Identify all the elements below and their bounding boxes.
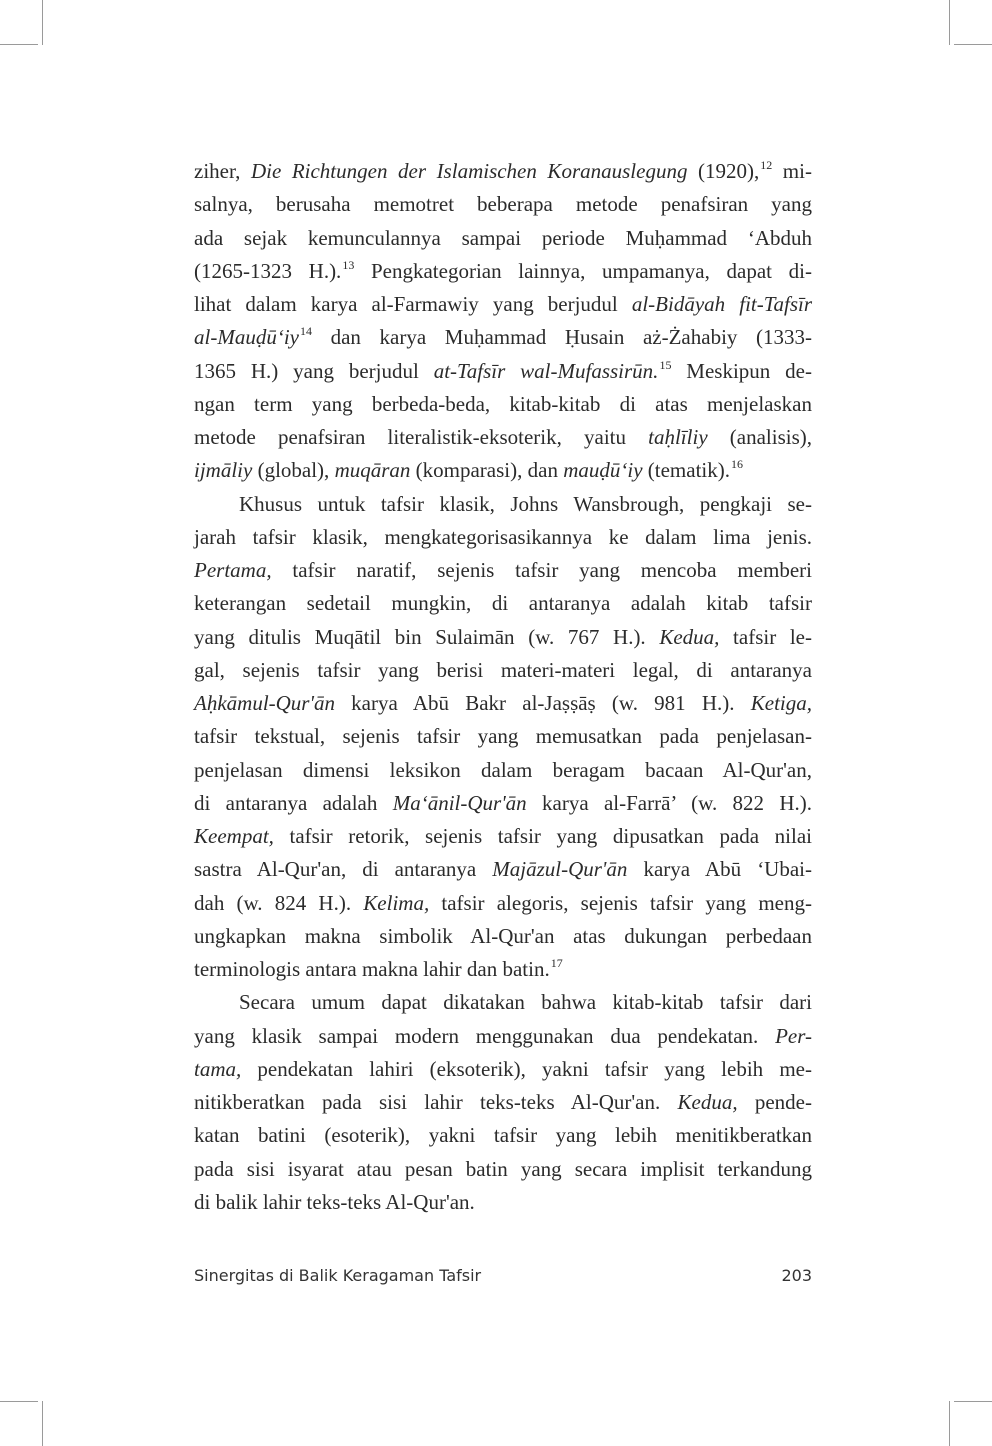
text-run: karya Abū ‘Ubai- — [627, 857, 813, 882]
italic-text: muqāran — [334, 458, 411, 483]
text-run: metode penafsiran literalistik-eksoterik, yaitu — [194, 425, 649, 449]
text-line — [194, 986, 812, 1019]
text-line — [194, 321, 812, 354]
text-line — [194, 488, 812, 521]
text-run: Secara umum dapat dikatakan bahwa kitab-kitab tafsir dari — [239, 990, 812, 1015]
text-run: Meskipun de- — [671, 358, 812, 383]
text-run: (analisis), — [707, 425, 812, 449]
italic-text: Kedua, — [677, 1090, 738, 1114]
crop-mark — [949, 1401, 950, 1446]
text-run: di balik lahir teks-teks Al-Qur'an. — [194, 1189, 475, 1214]
text-line — [194, 654, 812, 687]
text-run: katan batini (esoterik), yakni tafsir yang lebih menitikberatkan — [194, 1123, 812, 1148]
italic-text: Aḥkāmul-Qur'ān — [194, 691, 335, 715]
footnote-ref[interactable]: 14 — [299, 324, 312, 339]
italic-text: ijmāliy — [194, 458, 253, 483]
paragraph — [194, 986, 812, 1219]
italic-text: Die Richtungen der Islamischen Koranauslegung — [250, 159, 688, 183]
italic-text: mauḍū‘iy — [563, 458, 643, 483]
footnote-ref[interactable]: 15 — [659, 357, 672, 372]
text-run: dan karya Muḥammad Ḥusain aż-Żahabiy (1333- — [311, 325, 812, 350]
text-line — [194, 454, 812, 487]
crop-mark — [0, 44, 38, 45]
running-footer-title: Sinergitas di Balik Keragaman Tafsir — [194, 1266, 482, 1285]
body-text — [194, 155, 812, 1219]
text-line — [194, 1020, 812, 1053]
text-run: tafsir alegoris, sejenis tafsir yang meng- — [429, 890, 812, 915]
crop-mark — [0, 1401, 38, 1402]
text-run: ziher, — [194, 159, 251, 183]
text-line — [194, 587, 812, 620]
italic-text: Kedua, — [659, 624, 720, 649]
italic-text: tama, — [194, 1056, 242, 1081]
page-number: 203 — [781, 1266, 812, 1285]
footnote-ref[interactable]: 13 — [342, 257, 355, 272]
text-line — [194, 621, 812, 654]
text-run: tafsir tekstual, sejenis tafsir yang memusatkan pada penjelasan- — [194, 724, 812, 749]
text-line — [194, 288, 812, 321]
text-run: pende- — [737, 1090, 812, 1114]
text-line — [194, 421, 812, 454]
text-line — [194, 820, 812, 853]
text-run: ada sejak kemunculannya sampai periode Muḥammad ‘Abduh — [194, 225, 812, 250]
text-line — [194, 388, 812, 421]
text-line — [194, 521, 812, 554]
text-run: gal, sejenis tafsir yang berisi materi-materi legal, di antaranya — [194, 657, 812, 682]
text-run: tafsir retorik, sejenis tafsir yang dipusatkan pada nilai — [273, 824, 812, 848]
text-run: (1265-1323 H.). — [194, 258, 342, 283]
text-run: tafsir le- — [719, 624, 812, 649]
text-run: yang klasik sampai modern menggunakan dua pendekatan. — [194, 1023, 776, 1048]
text-run: Khusus untuk tafsir klasik, Johns Wansbrough, pengkaji se- — [239, 491, 812, 516]
italic-text: al-Bidāyah fit-Tafsīr — [631, 292, 812, 316]
text-run: (komparasi), dan — [410, 458, 564, 483]
italic-text: taḥlīliy — [648, 425, 708, 449]
paragraph — [194, 488, 812, 987]
footnote-ref[interactable]: 17 — [550, 956, 563, 970]
text-run: karya Abū Bakr al-Jaṣṣāṣ (w. 981 H.). — [334, 691, 751, 715]
text-line — [194, 255, 812, 288]
text-line — [194, 887, 812, 920]
text-run: pada sisi isyarat atau pesan batin yang secara implisit terkandung — [194, 1156, 812, 1181]
italic-text: Ma‘ānil-Qur'ān — [392, 790, 527, 815]
text-run: nitikberatkan pada sisi lahir teks-teks Al-Qur'an. — [194, 1090, 678, 1114]
text-line — [194, 1153, 812, 1186]
text-line — [194, 720, 812, 753]
text-line — [194, 355, 812, 388]
text-run: mi- — [772, 159, 812, 183]
text-run: pendekatan lahiri (eksoterik), yakni tafsir yang lebih me- — [241, 1056, 812, 1081]
text-line — [194, 1053, 812, 1086]
italic-text: at-Tafsīr wal-Mufassirūn. — [433, 358, 659, 383]
text-run: jarah tafsir klasik, mengkategorisasikannya ke dalam lima jenis. — [194, 524, 812, 549]
text-line — [194, 687, 812, 720]
text-line — [194, 1119, 812, 1152]
text-line — [194, 787, 812, 820]
footnote-ref[interactable]: 16 — [731, 457, 743, 472]
crop-mark — [42, 1401, 43, 1446]
text-run: salnya, berusaha memotret beberapa metode penafsiran yang — [194, 192, 812, 217]
text-run: yang ditulis Muqātil bin Sulaimān (w. 767 H.). — [194, 624, 660, 649]
text-run: penjelasan dimensi leksikon dalam beragam bacaan Al-Qur'an, — [194, 757, 812, 782]
text-run: lihat dalam karya al-Farmawiy yang berjudul — [194, 292, 632, 316]
text-run: dah (w. 824 H.). — [194, 890, 364, 915]
text-run: ngan term yang berbeda-beda, kitab-kitab di atas menjelaskan — [194, 391, 812, 416]
footnote-ref[interactable]: 12 — [760, 158, 773, 172]
text-line — [194, 920, 812, 953]
text-run: karya al-Farrā’ (w. 822 H.). — [526, 790, 812, 815]
italic-text: Keempat, — [194, 824, 274, 848]
crop-mark — [954, 1401, 992, 1402]
text-run: di antaranya adalah — [194, 790, 393, 815]
crop-mark — [954, 44, 992, 45]
text-run: (global), — [252, 458, 335, 483]
text-run: (1920), — [687, 159, 760, 183]
text-run: 1365 H.) yang berjudul — [194, 358, 434, 383]
text-line — [194, 554, 812, 587]
text-line — [194, 754, 812, 787]
text-line — [194, 1086, 812, 1119]
text-line — [194, 155, 812, 188]
text-line — [194, 953, 812, 986]
text-line — [194, 222, 812, 255]
crop-mark — [42, 0, 43, 45]
text-run: terminologis antara makna lahir dan batin. — [194, 957, 550, 981]
italic-text: Kelima, — [363, 890, 430, 915]
text-run: (tematik). — [642, 458, 730, 483]
page-footer — [194, 1266, 812, 1292]
italic-text: Per- — [775, 1023, 812, 1048]
text-line — [194, 1186, 812, 1219]
italic-text: Majāzul-Qur'ān — [492, 857, 628, 882]
text-run: sastra Al-Qur'an, di antaranya — [194, 857, 493, 882]
paragraph — [194, 155, 812, 488]
italic-text: Ketiga, — [750, 691, 812, 715]
italic-text: al-Mauḍū‘iy — [194, 325, 299, 350]
italic-text: Pertama, — [194, 558, 272, 582]
text-run: tafsir naratif, sejenis tafsir yang mencoba memberi — [271, 558, 812, 582]
crop-mark — [949, 0, 950, 45]
text-run: Pengkategorian lainnya, umpamanya, dapat di- — [354, 258, 812, 283]
text-line — [194, 188, 812, 221]
text-run: keterangan sedetail mungkin, di antaranya adalah kitab tafsir — [194, 591, 812, 616]
text-line — [194, 853, 812, 886]
text-run: ungkapkan makna simbolik Al-Qur'an atas dukungan perbedaan — [194, 923, 812, 948]
